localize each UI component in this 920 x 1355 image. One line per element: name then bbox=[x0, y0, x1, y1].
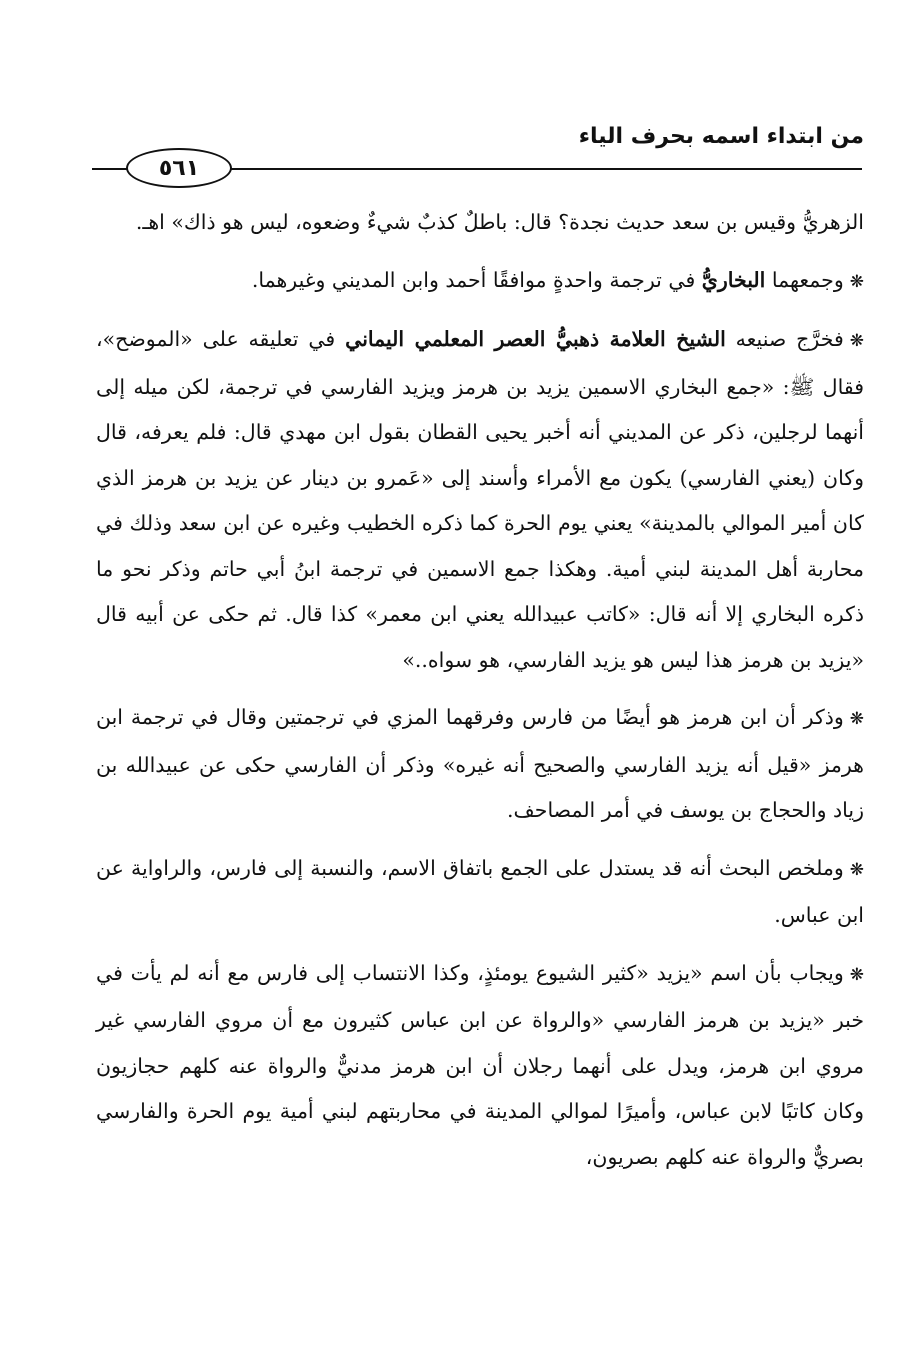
emphasis-name: البخاريُّ bbox=[701, 267, 766, 292]
bullet-icon: ❋ bbox=[849, 859, 864, 880]
paragraph-2 bbox=[96, 258, 864, 306]
paragraph-5 bbox=[96, 846, 864, 939]
paragraph-rest: في تعليقه على «الموضح»، فقال ﷺ: «جمع البخاري الاسمين يزيد بن هرمز ويزيد الفارسي في ترجمة، لكن ميله إلى أنهما لرجلين، ذكر عن المديني أنه أخبر يحيى القطان بقول ابن مهدي قال: فلم يعرفه، قال وكان (يعني الفارسي) يكون مع الأمراء وأسند إلى «عَمرو بن دينار عن يزيد بن هرمز الذي كان أمير الموالي بالمدينة» يعني يوم الحرة كما ذكره الخطيب وغيره عن ابن سعد وذلك في محاربة أهل المدينة لبني أمية. وهكذا جمع الاسمين في ترجمة ابنُ أبي حاتم وذكر نحو ما ذكره البخاري إلا أنه قال: «كاتب عبيدالله يعني ابن معمر» كذا قال. ثم حكى عن أبيه قال «يزيد بن هرمز هذا ليس هو يزيد الفارسي، هو سواه..» bbox=[96, 327, 864, 672]
paragraph-6 bbox=[96, 951, 864, 1181]
paragraph-rest: في ترجمة واحدةٍ موافقًا أحمد وابن المديني وغيرهما. bbox=[251, 267, 702, 292]
paragraph-3 bbox=[96, 317, 864, 683]
paragraph-lead: فخرَّج صنيعه bbox=[725, 327, 844, 351]
paragraph-1 bbox=[96, 200, 864, 246]
bullet-icon: ❋ bbox=[849, 964, 864, 985]
bullet-icon: ❋ bbox=[849, 271, 864, 292]
paragraph-4 bbox=[96, 695, 864, 834]
bullet-icon: ❋ bbox=[849, 331, 864, 351]
paragraph-lead: وملخص البحث أنه قد يستدل على الجمع باتفاق الاسم، والنسبة إلى فارس، والراواية عن ابن عباس. bbox=[96, 855, 864, 927]
paragraph-lead: ويجاب بأن اسم «يزيد «كثير الشيوع يومئذٍ، وكذا الانتساب إلى فارس مع أنه لم يأت في خبر «يزيد بن هرمز الفارسي «والرواة عن ابن عباس كثيرون مع أن مروي الفارسي غير مروي ابن هرمز، ويدل على أنهما رجلان أن ابن هرمز مدنيٌّ والرواة عنه كلهم حجازيون وكان كاتبًا لابن عباس، وأميرًا لموالي المدينة في محاربتهم لبني أمية يوم الحرة والفارسي بصريٌّ والرواة عنه كلهم بصريون، bbox=[96, 960, 864, 1169]
body-text bbox=[96, 200, 864, 1180]
bullet-icon: ❋ bbox=[849, 709, 864, 729]
emphasis-name: الشيخ العلامة ذهبيُّ العصر المعلمي اليماني bbox=[345, 327, 726, 351]
paragraph-lead: وجمعهما bbox=[765, 267, 844, 292]
paragraph-lead: وذكر أن ابن هرمز هو أيضًا من فارس وفرقهما المزي في ترجمتين وقال في ترجمة ابن هرمز «قيل أنه يزيد الفارسي والصحيح أنه غيره» وذكر أن الفارسي حكى عن عبيدالله بن زياد والحجاج بن يوسف في أمر المصاحف. bbox=[96, 705, 864, 822]
running-head-title: من ابتداء اسمه بحرف الياء bbox=[578, 124, 864, 149]
page-number-badge: ٥٦١ bbox=[126, 148, 232, 188]
paragraph-text: الزهريُّ وقيس بن سعد حديث نجدة؟ قال: باطلٌ كذبٌ شيءٌ وضعوه، ليس هو ذاك» اهـ. bbox=[135, 210, 864, 234]
